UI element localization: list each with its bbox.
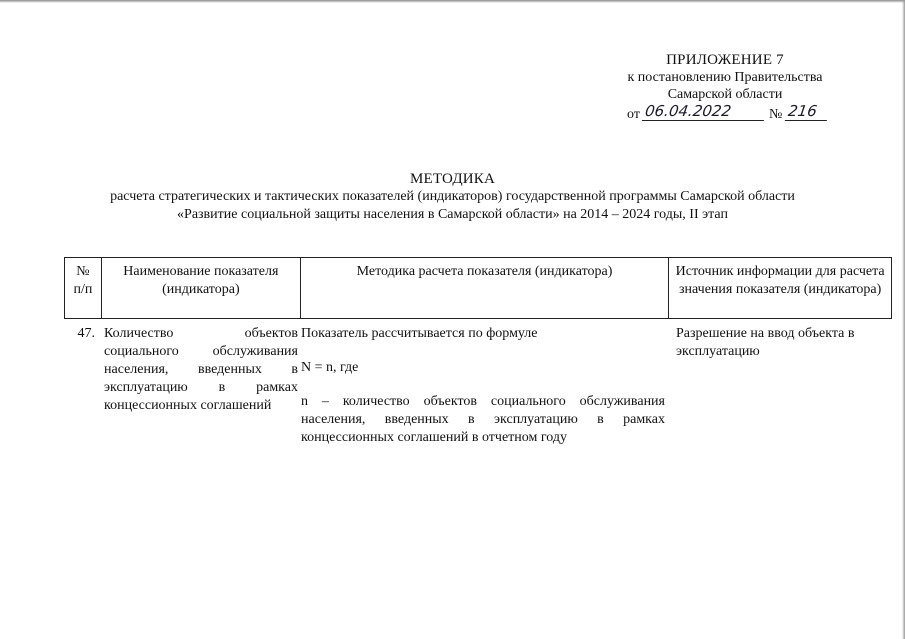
appendix-title: ПРИЛОЖЕНИЕ 7 xyxy=(666,52,784,68)
header-number: № п/п xyxy=(65,258,102,318)
scan-edge-top xyxy=(0,0,905,3)
table-header-row xyxy=(64,257,892,319)
method-subtitle-line-1: расчета стратегических и тактических показателей (индикаторов) государственной программы Самарской области xyxy=(110,189,795,204)
indicator-table xyxy=(64,257,892,447)
method-formula: N = n, где xyxy=(301,360,359,375)
decree-date-handwritten: 06.04.2022 xyxy=(642,104,766,121)
number-prefix: № xyxy=(768,107,783,122)
decree-line xyxy=(600,104,850,124)
method-explanation: n – количество объектов социального обслуживания населения, введенных в эксплуатацию в рамках концессионных соглашений в отчетном году xyxy=(301,394,665,445)
date-prefix: от xyxy=(627,107,640,122)
method-intro: Показатель рассчитывается по формуле xyxy=(301,326,538,341)
header-information-source: Источник информации для расчета значения показателя (индикатора) xyxy=(669,258,892,318)
appendix-block xyxy=(600,52,850,124)
method-subtitle-line-2: «Развитие социальной защиты населения в Самарской области» на 2014 – 2024 годы, II этап xyxy=(177,207,728,222)
header-calculation-method: Методика расчета показателя (индикатора) xyxy=(301,258,670,318)
method-heading xyxy=(80,170,825,224)
method-title: МЕТОДИКА xyxy=(409,171,496,187)
decree-number-handwritten: 216 xyxy=(785,104,829,121)
header-indicator-name: Наименование показателя (индикатора) xyxy=(102,258,301,318)
row-information-source: Разрешение на ввод объекта в эксплуатацию xyxy=(676,326,855,359)
row-calculation-method xyxy=(300,325,669,447)
appendix-line-2: Самарской области xyxy=(667,87,783,102)
table-row xyxy=(64,325,892,447)
row-number: 47. xyxy=(77,326,95,341)
appendix-line-1: к постановлению Правительства xyxy=(627,70,823,85)
row-indicator-name: Количество объектов социального обслуживания населения, введенных в эксплуатацию в рамках концессионных соглашений xyxy=(104,326,298,413)
